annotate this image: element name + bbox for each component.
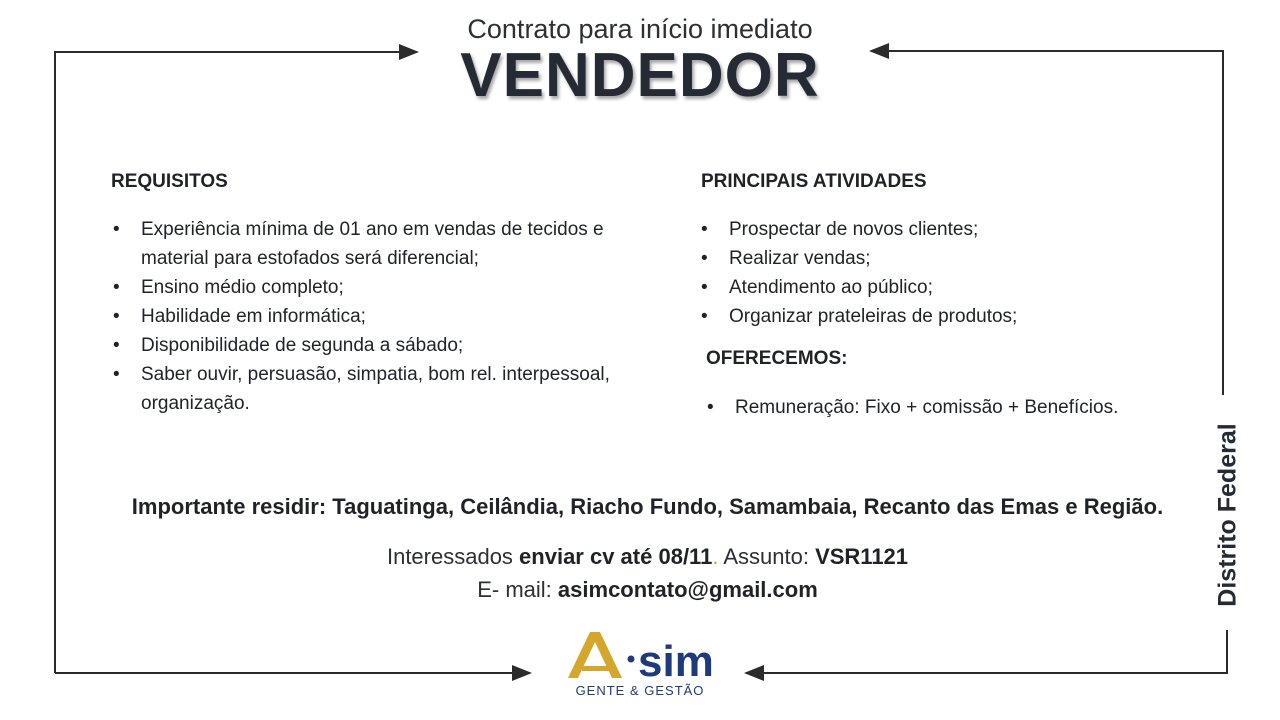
list-item: • Prospectar de novos clientes;: [699, 215, 1179, 244]
list-item: • Atendimento ao público;: [699, 273, 1179, 302]
contact-dot: .: [712, 544, 719, 569]
contact-deadline: enviar cv até 08/11: [519, 544, 713, 569]
page-subtitle: Contrato para início imediato: [467, 14, 813, 44]
email-address[interactable]: asimcontato@gmail.com: [557, 577, 818, 602]
oferecemos-heading: OFERECEMOS:: [706, 348, 848, 369]
frame-line-bottom-right: [746, 630, 1227, 673]
list-item: • Ensino médio completo;: [111, 273, 651, 302]
contact-prefix: Interessados: [386, 544, 520, 569]
list-item: • Experiência mínima de 01 ano em vendas de tecidos e material para estofados será diferencial;: [111, 215, 651, 273]
svg-text:sim: sim: [638, 637, 714, 686]
list-item: • Organizar prateleiras de produtos;: [699, 302, 1179, 331]
list-item: • Remuneração: Fixo + comissão + Benefícios.: [705, 393, 1185, 422]
list-item: • Disponibilidade de segunda a sábado;: [111, 331, 651, 360]
list-item: • Saber ouvir, persuasão, simpatia, bom rel. interpessoal, organização.: [111, 360, 651, 418]
contact-subject-code: VSR1121: [815, 544, 909, 569]
page-title: VENDEDOR: [460, 41, 820, 110]
contact-subject-label: Assunto:: [718, 544, 816, 569]
list-item: • Realizar vendas;: [699, 244, 1179, 273]
contact-line: [0, 544, 1280, 570]
important-notice: Importante residir: Taguatinga, Ceilândia, Riacho Fundo, Samambaia, Recanto das Emas e Região.: [131, 494, 1164, 519]
requisitos-list: [111, 215, 651, 418]
requisitos-heading: REQUISITOS: [111, 171, 228, 192]
list-item: • Habilidade em informática;: [111, 302, 651, 331]
atividades-heading: PRINCIPAIS ATIVIDADES: [701, 171, 927, 192]
atividades-list: [699, 215, 1179, 331]
email-line: [0, 577, 1280, 603]
side-label-region: Distrito Federal: [1213, 423, 1242, 607]
oferecemos-list: [705, 393, 1185, 422]
logo-subtitle: GENTE & GESTÃO: [575, 683, 705, 698]
email-label: E- mail:: [477, 577, 558, 602]
